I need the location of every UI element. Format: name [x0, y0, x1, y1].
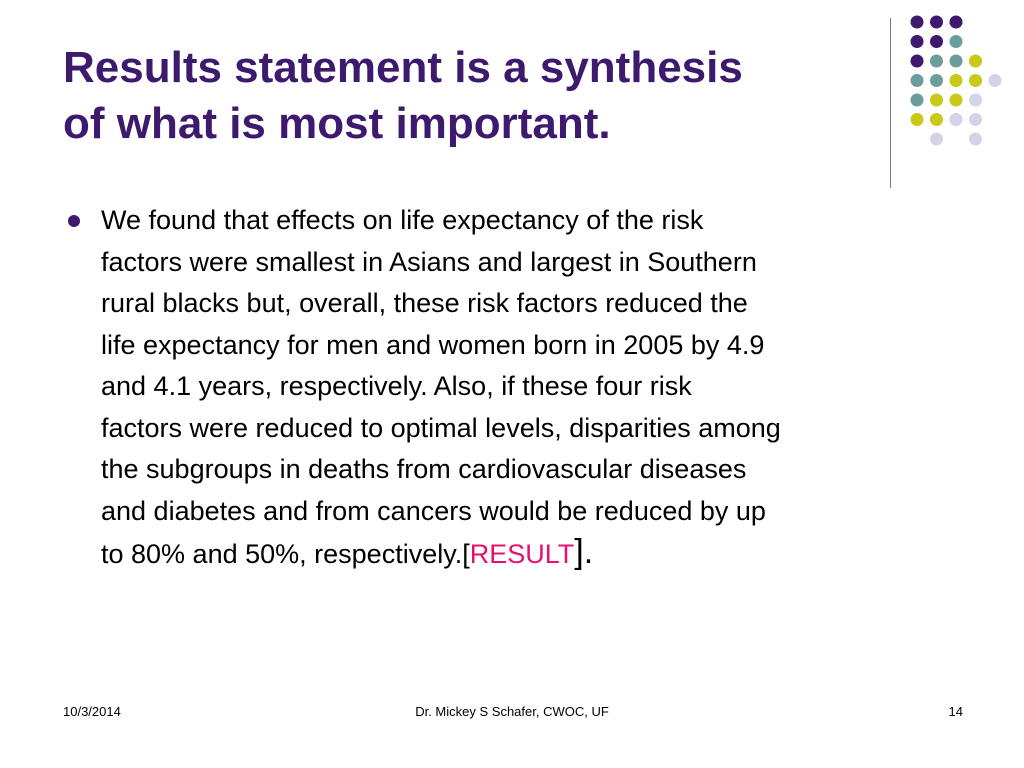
decorative-dot [969, 74, 982, 87]
slide-title-line-2: of what is most important. [63, 99, 611, 148]
slide-body [63, 200, 963, 576]
bullet-line: factors were smallest in Asians and largest in Southern [101, 246, 757, 277]
slide-title-line-1: Results statement is a synthesis [63, 43, 743, 92]
slide-title [63, 40, 863, 152]
bullet-dot-icon [68, 215, 80, 227]
bullet-line: We found that effects on life expectancy of the risk [101, 205, 704, 235]
decorative-dot [950, 74, 963, 87]
closing-bracket: ]. [574, 533, 594, 571]
decorative-dot [911, 35, 924, 48]
vertical-divider [890, 18, 891, 188]
bullet-line: and 4.1 years, respectively. Also, if these four risk [101, 371, 692, 401]
decorative-dot [969, 94, 982, 107]
decorative-dot [969, 133, 982, 146]
bullet-line: life expectancy for men and women born in 2005 by 4.9 [101, 329, 765, 360]
decorative-dot [930, 35, 943, 48]
decorative-dot [950, 55, 963, 68]
decorative-dot [930, 113, 943, 126]
decorative-dot [950, 94, 963, 107]
bullet-last-line [101, 532, 963, 576]
decorative-dot [989, 74, 1002, 87]
bullet-last-line-text: to 80% and 50%, respectively.[ [101, 539, 470, 569]
result-tag: RESULT [469, 539, 575, 569]
decorative-dot [950, 35, 963, 48]
decorative-dot [930, 16, 943, 29]
bullet-line: rural blacks but, overall, these risk factors reduced the [101, 288, 748, 318]
decorative-dot [911, 55, 924, 68]
decorative-dot [911, 16, 924, 29]
decorative-dot [969, 55, 982, 68]
bullet-line: and diabetes and from cancers would be reduced by up [101, 495, 766, 526]
bullet-item [63, 200, 963, 576]
decorative-dot [930, 74, 943, 87]
decorative-dot [911, 113, 924, 126]
footer-author: Dr. Mickey S Schafer, CWOC, UF [415, 704, 609, 719]
decorative-dot [911, 74, 924, 87]
footer-page-number: 14 [948, 704, 963, 719]
footer-date: 10/3/2014 [63, 704, 121, 719]
bullet-line: the subgroups in deaths from cardiovascular diseases [101, 454, 747, 484]
decorative-dot [950, 113, 963, 126]
decorative-dot [911, 94, 924, 107]
decorative-dot [930, 133, 943, 146]
bullet-line: factors were reduced to optimal levels, disparities among [101, 412, 781, 443]
decorative-dot [930, 94, 943, 107]
decorative-dot-grid [904, 12, 1014, 172]
decorative-dot [950, 16, 963, 29]
decorative-dot [930, 55, 943, 68]
decorative-dot [969, 113, 982, 126]
